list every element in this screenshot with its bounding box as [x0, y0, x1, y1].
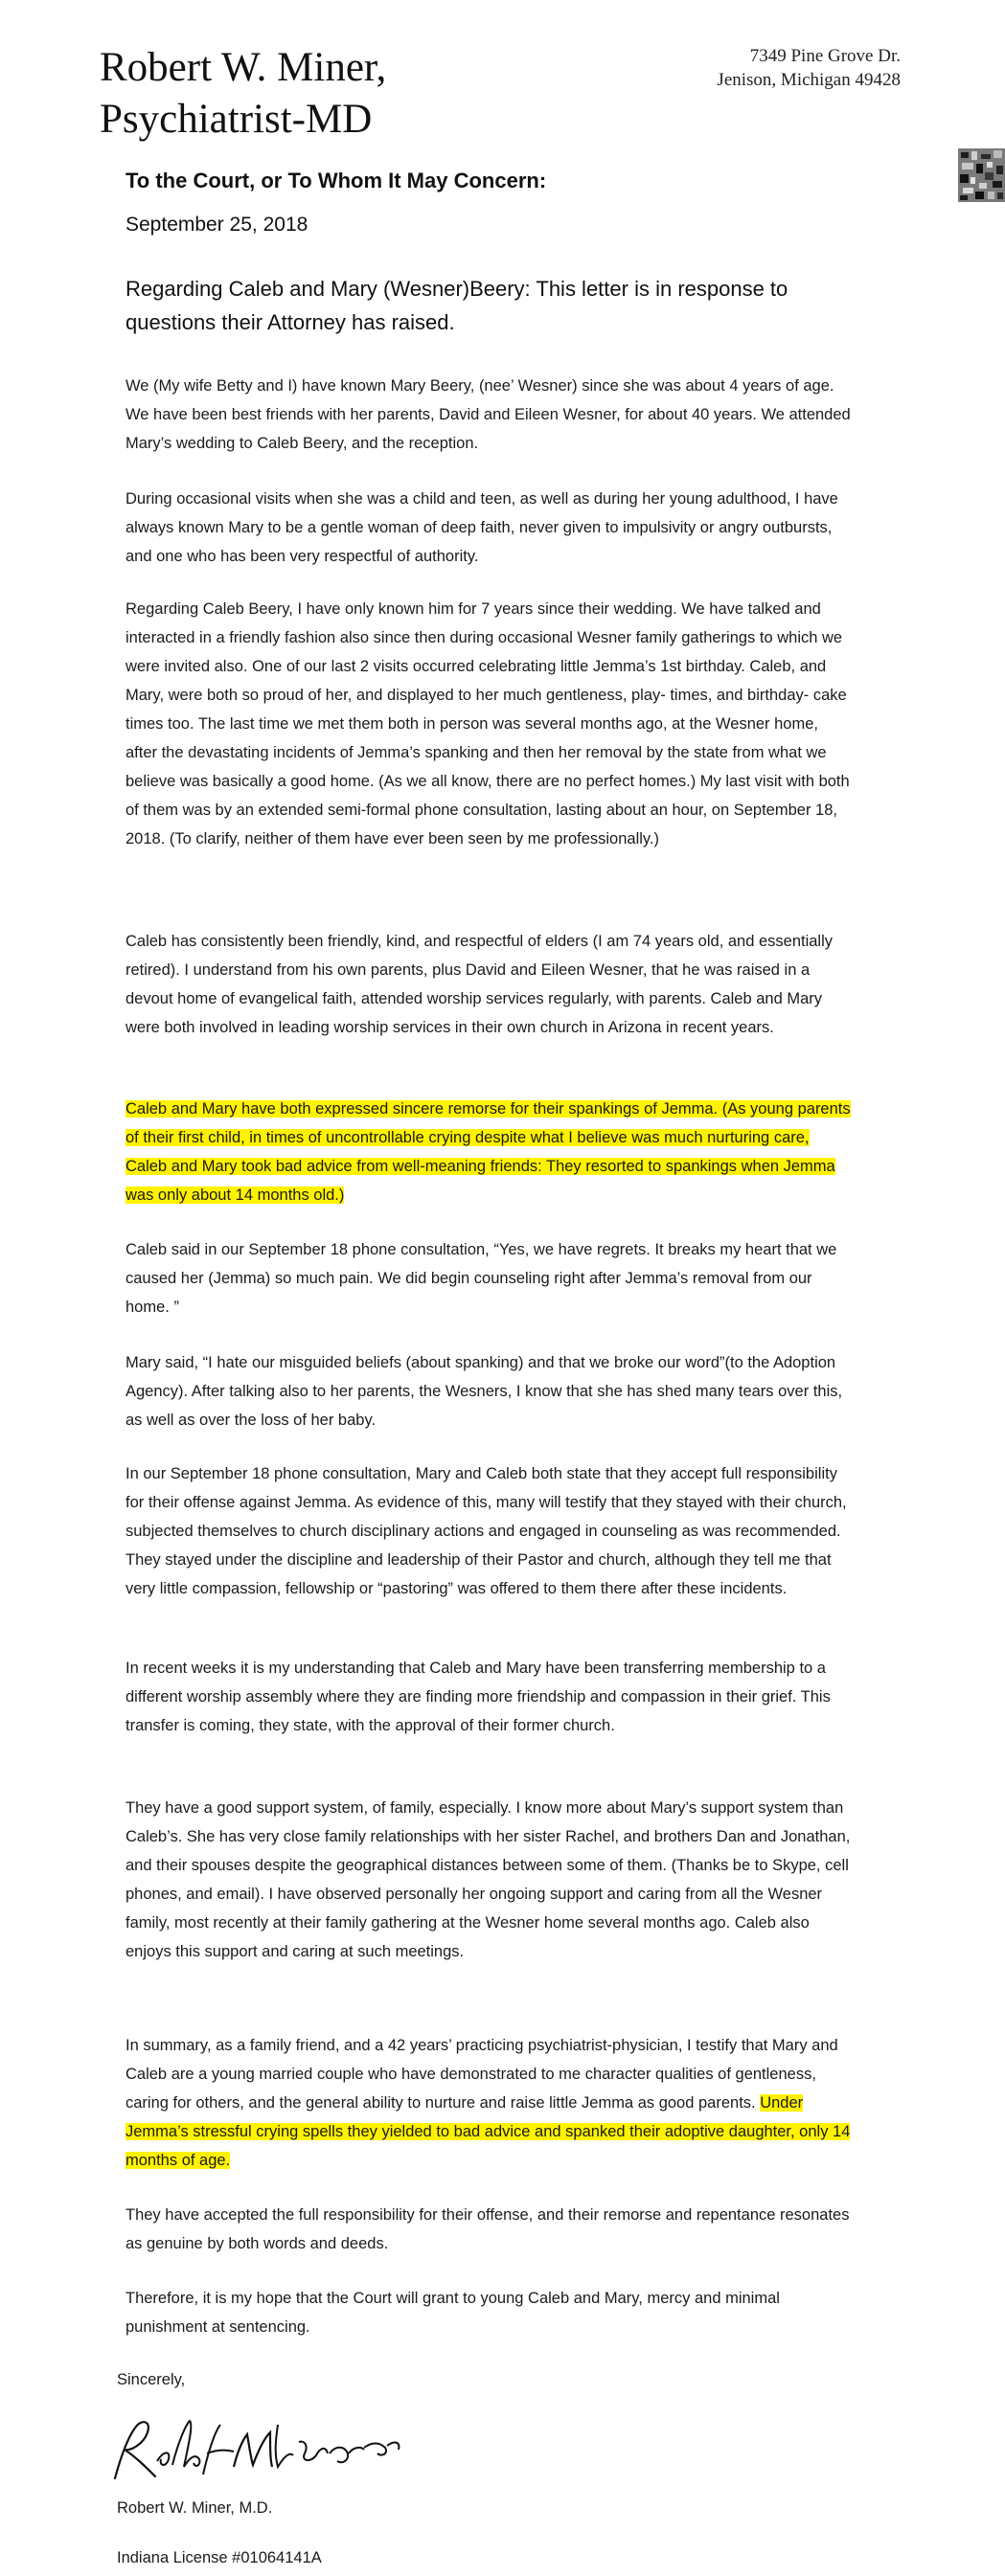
- paragraph-acquaintance: We (My wife Betty and I) have known Mary Beery, (nee’ Wesner) since she was about 4 years of age. We have been best friends with her parents, David and Eileen Wesner, for about 40 years. We attended Mary’s wedding to Caleb Beery, and the reception.: [126, 377, 851, 452]
- letterhead-name-line1: Robert W. Miner,: [100, 45, 387, 90]
- signer-name: Robert W. Miner, M.D.: [117, 2499, 273, 2517]
- address-line2: Jenison, Michigan 49428: [717, 70, 901, 90]
- paragraph-mary-character: During occasional visits when she was a child and teen, as well as during her young adulthood, I have always known Mary to be a gentle woman of deep faith, never given to impulsivity or angry outbursts, and one who has been very respectful of authority.: [126, 490, 838, 565]
- letterhead-address: [661, 44, 901, 92]
- summary-text: In summary, as a family friend, and a 42 years’ practicing psychiatrist-physician, I testify that Mary and Caleb are a young married couple who have demonstrated to me character qualities of gentleness, caring for others, and the general ability to nurture and raise little Jemma as good parents.: [126, 2037, 838, 2112]
- letterhead-name-line2: Psychiatrist-MD: [100, 97, 373, 142]
- letterhead-name: [100, 42, 386, 146]
- address-line1: 7349 Pine Grove Dr.: [749, 46, 901, 66]
- qr-code-stamp-icon: [958, 148, 1005, 202]
- highlighted-summary-text: Under Jemma’s stressful crying spells they yielded to bad advice and spanked their adoptive daughter, only 14 months of age.: [126, 2094, 851, 2169]
- paragraph-caleb-history: Regarding Caleb Beery, I have only known him for 7 years since their wedding. We have talked and interacted in a friendly fashion also since then during occasional Wesner family gatherings to which we were invited also. One of our last 2 visits occurred celebrating little Jemma’s 1st birthday. Caleb, and Mary, were both so proud of her, and displayed to her much gentleness, play- times, and birthday- cake times too. The last time we met them both in person was several months ago, at the Wesner home, after the devastating incidents of Jemma’s spanking and then her removal by the state from what we believe was basically a good home. (As we all know, there are no perfect homes.) My last visit with both of them was by an extended semi-formal phone consultation, lasting about an hour, on September 18, 2018. (To clarify, neither of them have ever been seen by me professionally.): [126, 600, 850, 847]
- paragraph-church-transfer: In recent weeks it is my understanding that Caleb and Mary have been transferring membership to a different worship assembly where they are finding more friendship and compassion in their grief. This transfer is coming, they state, with the approval of their former church.: [126, 1660, 831, 1734]
- highlighted-remorse-text: Caleb and Mary have both expressed sincere remorse for their spankings of Jemma. (As young parents of their first child, in times of uncontrollable crying despite what I believe was much nurturing care, Caleb and Mary took bad advice from well-meaning friends: They resorted to spankings when Jemma was only about 14 months old.): [126, 1100, 851, 1204]
- closing-salutation: Sincerely,: [117, 2371, 186, 2388]
- paragraph-remorse: [126, 1095, 854, 1209]
- paragraph-summary: [126, 2031, 854, 2175]
- handwritten-signature: [107, 2404, 433, 2492]
- paragraph-caleb-quote: Caleb said in our September 18 phone consultation, “Yes, we have regrets. It breaks my heart that we caused her (Jemma) so much pain. We did begin counseling right after Jemma’s removal from our home. ”: [126, 1241, 837, 1316]
- license-number: Indiana License #01064141A: [117, 2549, 322, 2566]
- letter-date: September 25, 2018: [126, 214, 308, 236]
- paragraph-accepted-responsibility: They have accepted the full responsibility for their offense, and their remorse and repentance resonates as genuine by both words and deeds.: [126, 2206, 850, 2252]
- subject-line: Regarding Caleb and Mary (Wesner)Beery: This letter is in response to questions their Attorney has raised.: [126, 277, 788, 334]
- paragraph-support-system: They have a good support system, of family, especially. I know more about Mary’s support system than Caleb’s. She has very close family relationships with her sister Rachel, and brothers Dan and Jonathan, and their spouses despite the geographical distances between some of them. (Thanks be to Skype, cell phones, and email). I have observed personally her ongoing support and caring from all the Wesner family, most recently at their family gathering at the Wesner home several months ago. Caleb also enjoys this support and caring at such meetings.: [126, 1799, 851, 1960]
- paragraph-responsibility: In our September 18 phone consultation, Mary and Caleb both state that they accept full responsibility for their offense against Jemma. As evidence of this, many will testify that they stayed with their church, subjected themselves to church disciplinary actions and engaged in counseling as was recommended. They stayed under the discipline and leadership of their Pastor and church, although they tell me that very little compassion, fellowship or “pastoring” was offered to them there after these incidents.: [126, 1465, 847, 1597]
- paragraph-request: Therefore, it is my hope that the Court will grant to young Caleb and Mary, mercy and minimal punishment at sentencing.: [126, 2290, 780, 2336]
- salutation-heading: To the Court, or To Whom It May Concern:: [126, 169, 547, 192]
- paragraph-mary-quote: Mary said, “I hate our misguided beliefs (about spanking) and that we broke our word”(to the Adoption Agency). After talking also to her parents, the Wesners, I know that she has shed many tears over this, as well as over the loss of her baby.: [126, 1354, 843, 1429]
- paragraph-caleb-character: Caleb has consistently been friendly, kind, and respectful of elders (I am 74 years old, and essentially retired). I understand from his own parents, plus David and Eileen Wesner, that he was raised in a devout home of evangelical faith, attended worship services regularly, with parents. Caleb and Mary were both involved in leading worship services in their own church in Arizona in recent years.: [126, 933, 834, 1036]
